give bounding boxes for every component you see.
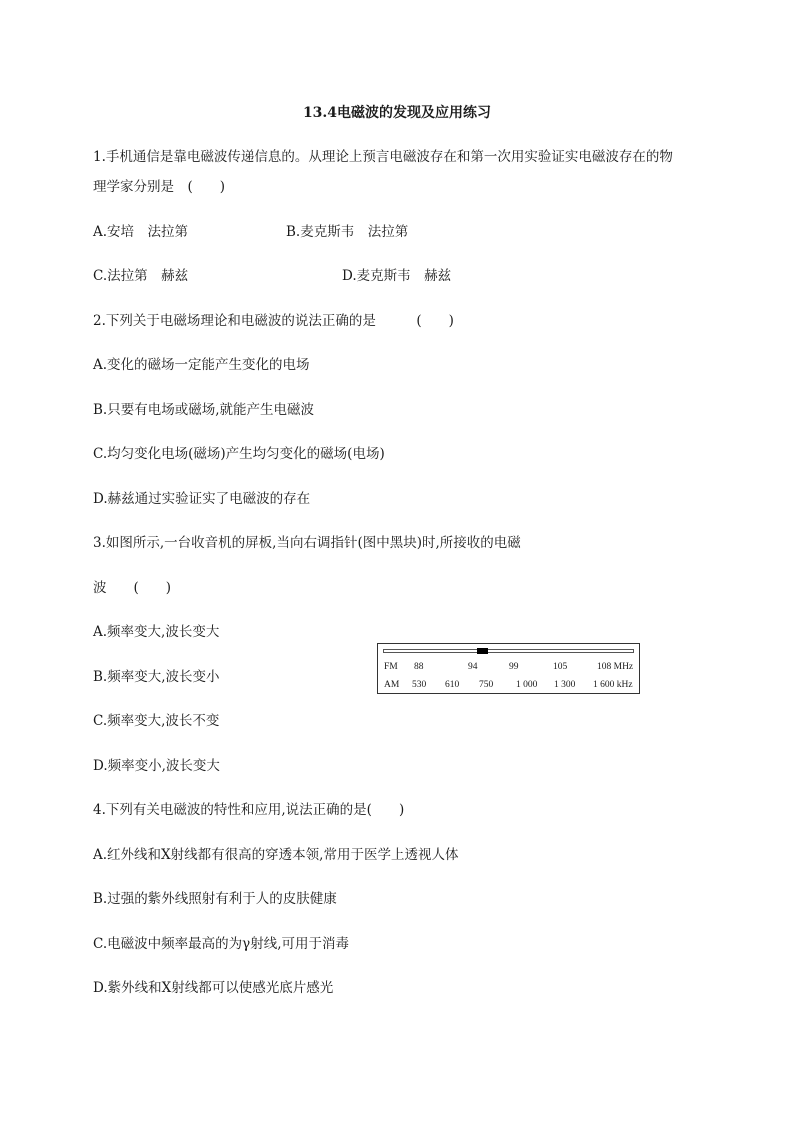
- q2-option-d: D.赫兹通过实验证实了电磁波的存在: [93, 491, 311, 507]
- q3-stem-line2: 波 ( ): [93, 580, 172, 596]
- fm-tick: 94: [468, 662, 478, 672]
- q1-option-a: A.安培 法拉第: [93, 224, 189, 240]
- dial-pointer: [477, 648, 488, 654]
- fm-tick: 108 MHz: [597, 662, 634, 672]
- fm-scale-row: [378, 662, 639, 674]
- q3-option-a: A.频率变大,波长变大: [93, 624, 220, 640]
- q1-stem-line2: 理学家分别是 ( ): [93, 179, 226, 195]
- page-title: 13.4电磁波的发现及应用练习: [302, 105, 492, 121]
- q4-option-c: C.电磁波中频率最高的为γ射线,可用于消毒: [93, 936, 349, 952]
- am-label: AM: [384, 680, 400, 690]
- q1-stem-line1: 1.手机通信是靠电磁波传递信息的。从理论上预言电磁波存在和第一次用实验证实电磁波存在的物: [93, 149, 673, 165]
- q4-option-d: D.紫外线和X射线都可以使感光底片感光: [93, 980, 334, 996]
- q3-option-c: C.频率变大,波长不变: [93, 713, 220, 729]
- q2-stem: 2.下列关于电磁场理论和电磁波的说法正确的是 ( ): [93, 313, 454, 329]
- am-tick: 530: [412, 680, 427, 690]
- am-tick: 610: [445, 680, 460, 690]
- q4-option-a: A.红外线和X射线都有很高的穿透本领,常用于医学上透视人体: [93, 847, 459, 863]
- dial-track: [383, 649, 634, 653]
- q3-option-d: D.频率变小,波长变大: [93, 758, 220, 774]
- q2-option-c: C.均匀变化电场(磁场)产生均匀变化的磁场(电场): [93, 446, 385, 462]
- q4-stem: 4.下列有关电磁波的特性和应用,说法正确的是( ): [93, 802, 405, 818]
- q1-option-b: B.麦克斯韦 法拉第: [286, 224, 409, 240]
- fm-label: FM: [384, 662, 398, 672]
- fm-tick: 88: [414, 662, 424, 672]
- q3-stem-line1: 3.如图所示,一台收音机的屏板,当向右调指针(图中黑块)时,所接收的电磁: [93, 535, 521, 551]
- q1-option-d: D.麦克斯韦 赫兹: [342, 268, 452, 284]
- am-tick: 1 000: [516, 680, 538, 690]
- q2-option-b: B.只要有电场或磁场,就能产生电磁波: [93, 402, 315, 418]
- am-tick: 1 600 kHz: [593, 680, 633, 690]
- q3-option-b: B.频率变大,波长变小: [93, 669, 220, 685]
- fm-tick: 99: [509, 662, 519, 672]
- q4-option-b: B.过强的紫外线照射有利于人的皮肤健康: [93, 891, 337, 907]
- q2-option-a: A.变化的磁场一定能产生变化的电场: [93, 357, 310, 373]
- q1-option-c: C.法拉第 赫兹: [93, 268, 189, 284]
- radio-dial-panel: [377, 643, 640, 694]
- fm-tick: 105: [553, 662, 568, 672]
- am-scale-row: [378, 680, 639, 692]
- am-tick: 1 300: [554, 680, 576, 690]
- am-tick: 750: [479, 680, 494, 690]
